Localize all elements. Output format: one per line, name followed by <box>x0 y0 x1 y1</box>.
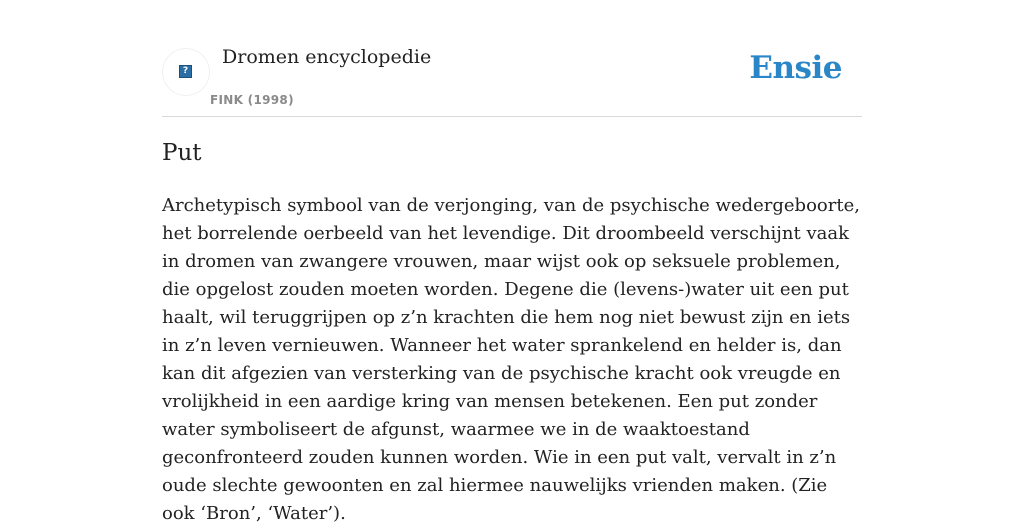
source-author[interactable]: FINK (1998) <box>210 93 294 107</box>
brand-logo[interactable]: Ensie <box>749 50 842 86</box>
source-header <box>162 40 862 117</box>
source-thumbnail[interactable] <box>162 48 210 96</box>
entry-title: Put <box>162 140 202 166</box>
source-title[interactable]: Dromen encyclopedie <box>222 46 432 68</box>
entry-body: Archetypisch symbool van de verjonging, van de psychische wedergeboorte, het borrelende oerbeeld van het levendige. Dit droombeeld verschijnt vaak in dromen van zwangere vrouwen, maar wijst ook op seksuele problemen, die opgelost zouden moeten worden. Degene die (levens-)water uit een put haalt, wil teruggrijpen op z’n krachten die hem nog niet bewust zijn en iets in z’n leven vernieuwen. Wanneer het water sprankelend en helder is, dan kan dit afgezien van versterking van de psychische kracht ook vreugde en vrolijkheid in een aardige kring van mensen betekenen. Een put zonder water symboliseert de afgunst, waarmee we in de waaktoestand geconfronteerd zouden kunnen worden. Wie in een put valt, vervalt in z’n oude slechte gewoonten en zal hiermee nauwelijks vrienden maken. (Zie ook ‘Bron’, ‘Water’). <box>162 195 860 524</box>
help-book-icon: ? <box>179 65 192 78</box>
